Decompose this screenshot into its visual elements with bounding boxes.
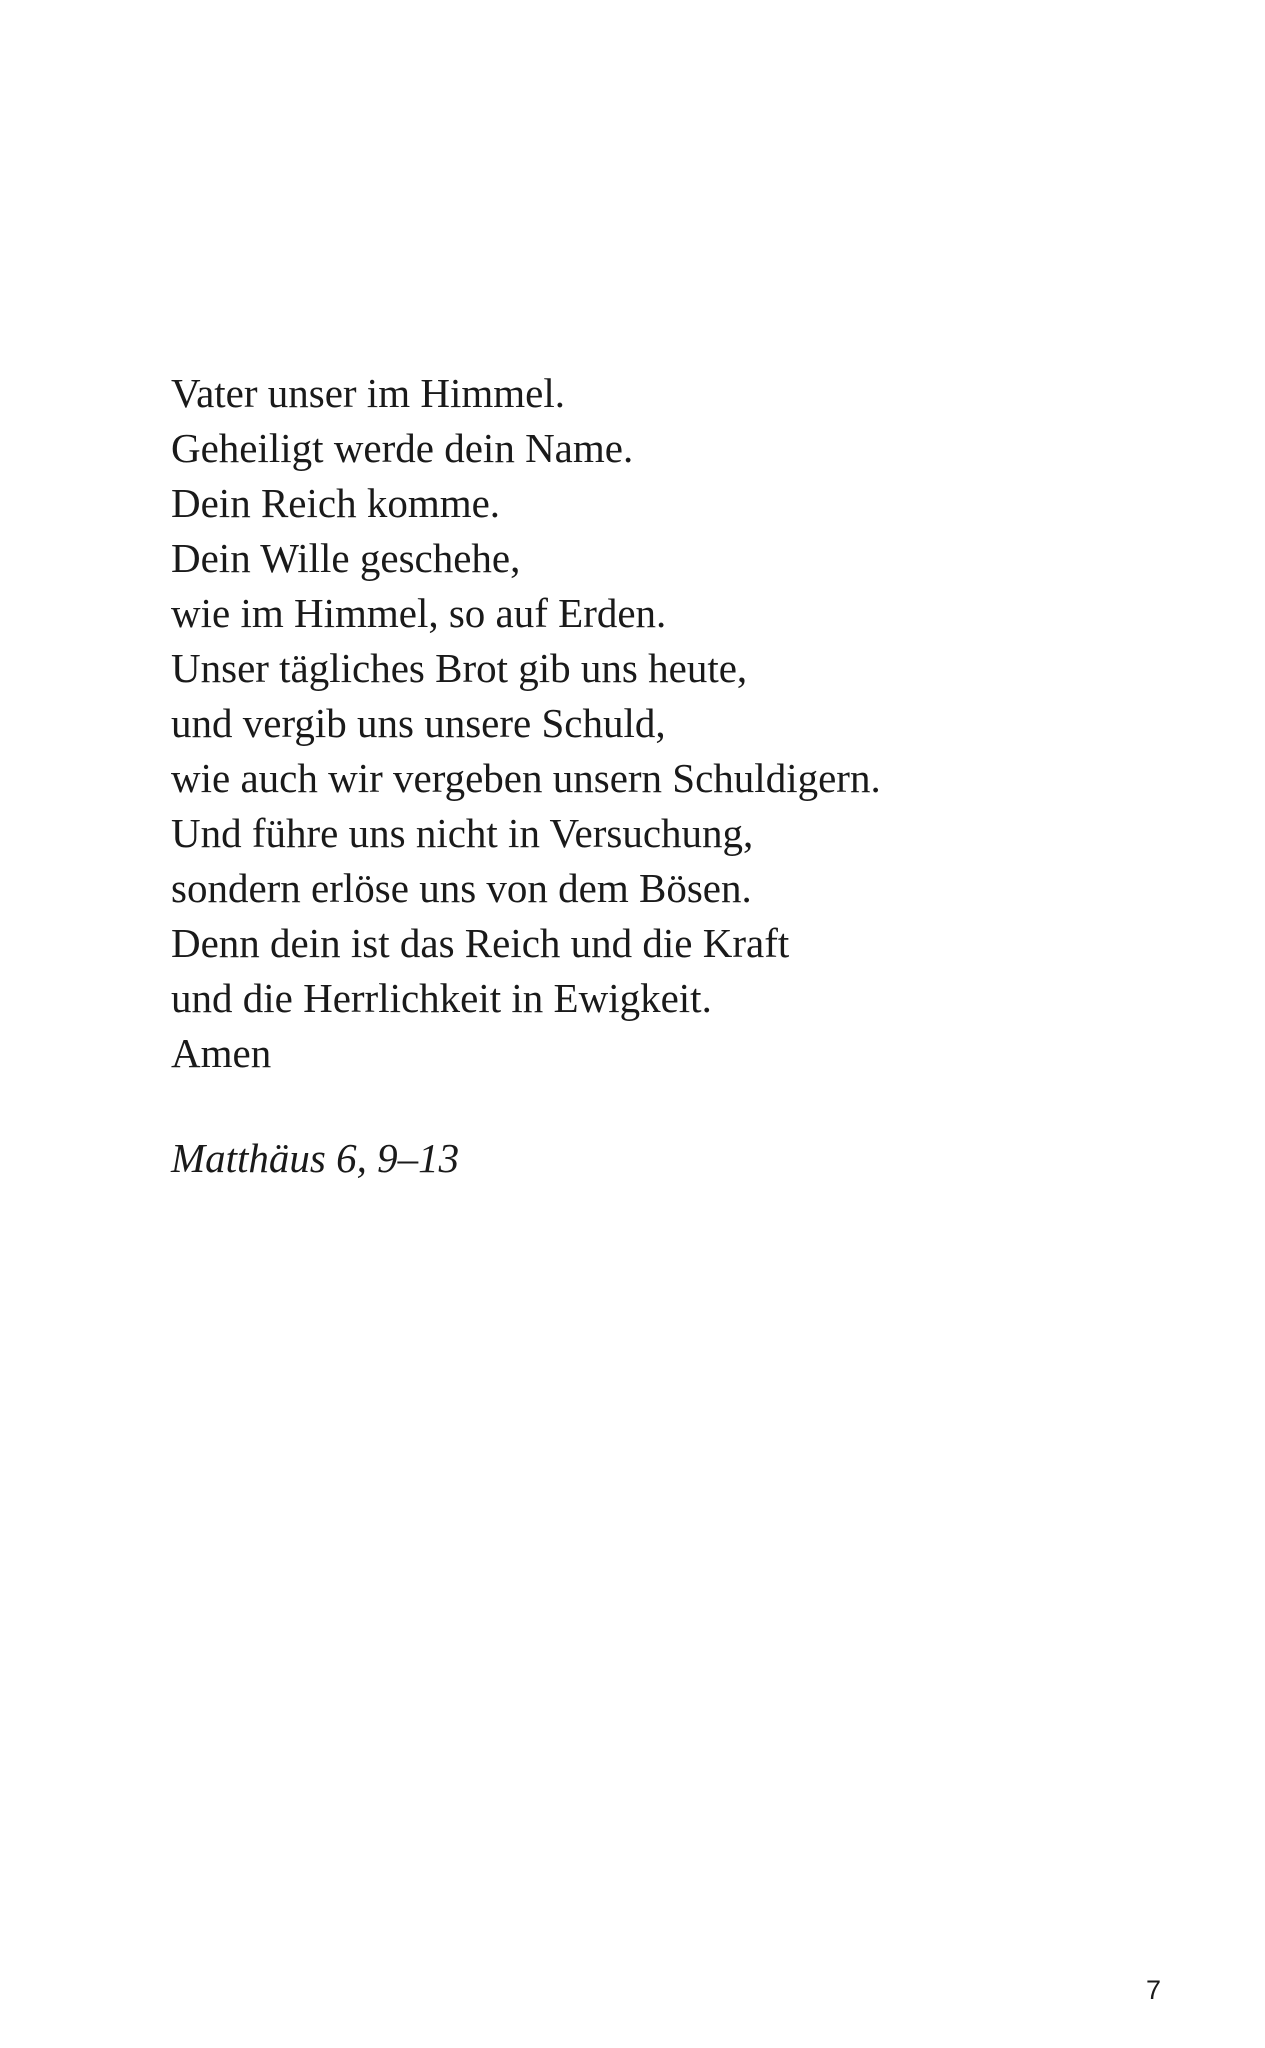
prayer-line: Unser tägliches Brot gib uns heute, [171, 645, 748, 691]
prayer-line: wie im Himmel, so auf Erden. [171, 590, 667, 636]
prayer-line: und die Herrlichkeit in Ewigkeit. [171, 975, 712, 1021]
prayer-line: Geheiligt werde dein Name. [171, 425, 634, 471]
prayer-line: und vergib uns unsere Schuld, [171, 700, 666, 746]
page-number: 7 [1145, 1975, 1161, 2005]
prayer-line: Denn dein ist das Reich und die Kraft [171, 920, 790, 966]
prayer-line: sondern erlöse uns von dem Bösen. [171, 865, 752, 911]
scripture-reference: Matthäus 6, 9–13 [171, 1135, 460, 1181]
prayer-line: wie auch wir vergeben unsern Schuldigern. [171, 755, 881, 801]
prayer-line: Vater unser im Himmel. [171, 370, 565, 416]
prayer-line: Amen [171, 1030, 272, 1076]
prayer-line: Dein Reich komme. [171, 480, 501, 526]
prayer-text [171, 366, 881, 1081]
prayer-line: Und führe uns nicht in Versuchung, [171, 810, 754, 856]
prayer-line: Dein Wille geschehe, [171, 535, 521, 581]
